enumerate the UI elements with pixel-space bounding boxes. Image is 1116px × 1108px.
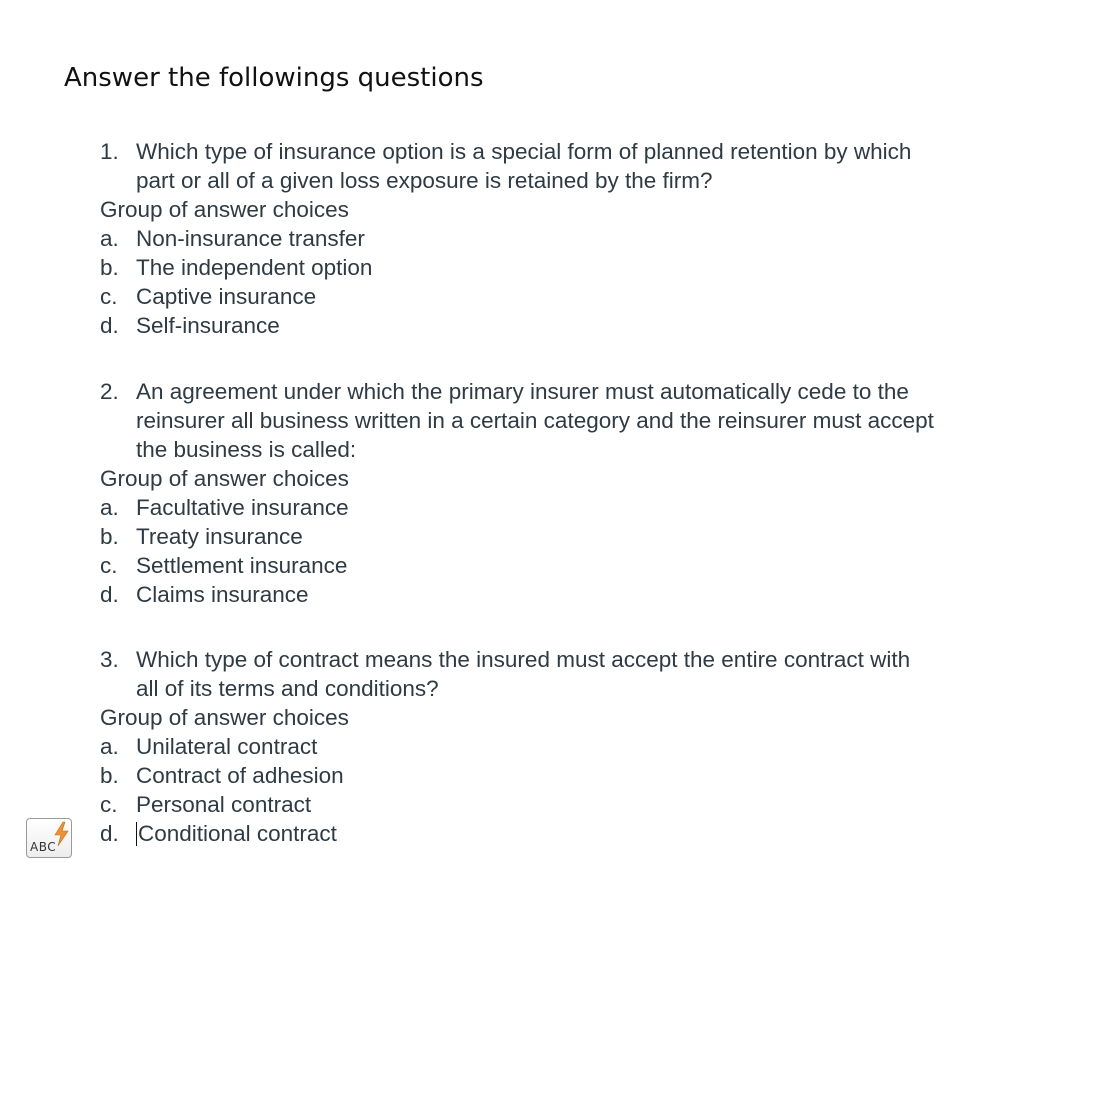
question-line (100, 406, 1020, 435)
page-title: Answer the followings questions (64, 63, 484, 93)
group-label: Group of answer choices (100, 466, 349, 491)
text-cursor (136, 822, 137, 846)
answer-choice[interactable] (100, 790, 1020, 819)
choice-text: Contract of adhesion (136, 763, 344, 788)
question-text: part or all of a given loss exposure is retained by the firm? (136, 168, 713, 193)
choice-letter: b. (100, 763, 119, 788)
choice-letter: c. (100, 792, 118, 817)
choice-letter: a. (100, 226, 119, 251)
question-2 (100, 377, 1020, 609)
choice-text: Claims insurance (136, 582, 309, 607)
choice-letter: c. (100, 284, 118, 309)
answer-choice[interactable] (100, 551, 1020, 580)
question-line (100, 137, 1020, 166)
spellcheck-label: ABC (30, 840, 57, 854)
question-text: the business is called: (136, 437, 357, 462)
question-1 (100, 137, 1020, 340)
choice-text: Treaty insurance (136, 524, 303, 549)
question-text: all of its terms and conditions? (136, 676, 439, 701)
question-3 (100, 645, 1020, 848)
answer-choice[interactable] (100, 493, 1020, 522)
choice-text: Conditional contract (138, 821, 337, 846)
question-text: reinsurer all business written in a certain category and the reinsurer must accept (136, 408, 934, 433)
question-number: 1. (100, 139, 119, 164)
choice-text: Non-insurance transfer (136, 226, 365, 251)
answer-choice[interactable] (100, 819, 1020, 848)
answer-choice[interactable] (100, 311, 1020, 340)
choice-letter: b. (100, 255, 119, 280)
choice-letter: d. (100, 821, 119, 846)
question-text: An agreement under which the primary insurer must automatically cede to the (136, 379, 909, 404)
choice-text: Personal contract (136, 792, 312, 817)
choice-text: Self-insurance (136, 313, 280, 338)
choice-letter: d. (100, 582, 119, 607)
question-line (100, 645, 1020, 674)
choice-text: Captive insurance (136, 284, 317, 309)
question-text: Which type of contract means the insured must accept the entire contract with (136, 647, 911, 672)
choice-letter: d. (100, 313, 119, 338)
choice-letter: a. (100, 734, 119, 759)
group-label: Group of answer choices (100, 705, 349, 730)
choice-text: Unilateral contract (136, 734, 318, 759)
answer-choice[interactable] (100, 282, 1020, 311)
question-number: 3. (100, 647, 119, 672)
choice-text: Facultative insurance (136, 495, 349, 520)
choice-text: The independent option (136, 255, 373, 280)
question-line (100, 674, 1020, 703)
group-label: Group of answer choices (100, 197, 349, 222)
choice-letter: a. (100, 495, 119, 520)
answer-choice[interactable] (100, 732, 1020, 761)
choice-letter: c. (100, 553, 118, 578)
answer-choice[interactable] (100, 253, 1020, 282)
answer-choice[interactable] (100, 224, 1020, 253)
lightning-bolt-icon (51, 821, 71, 847)
question-line (100, 166, 1020, 195)
question-number: 2. (100, 379, 119, 404)
answer-choice[interactable] (100, 761, 1020, 790)
answer-choice[interactable] (100, 522, 1020, 551)
answer-choice[interactable] (100, 580, 1020, 609)
question-text: Which type of insurance option is a special form of planned retention by which (136, 139, 912, 164)
choice-text: Settlement insurance (136, 553, 348, 578)
spellcheck-button[interactable] (26, 818, 72, 858)
question-line (100, 435, 1020, 464)
question-line (100, 377, 1020, 406)
choice-letter: b. (100, 524, 119, 549)
